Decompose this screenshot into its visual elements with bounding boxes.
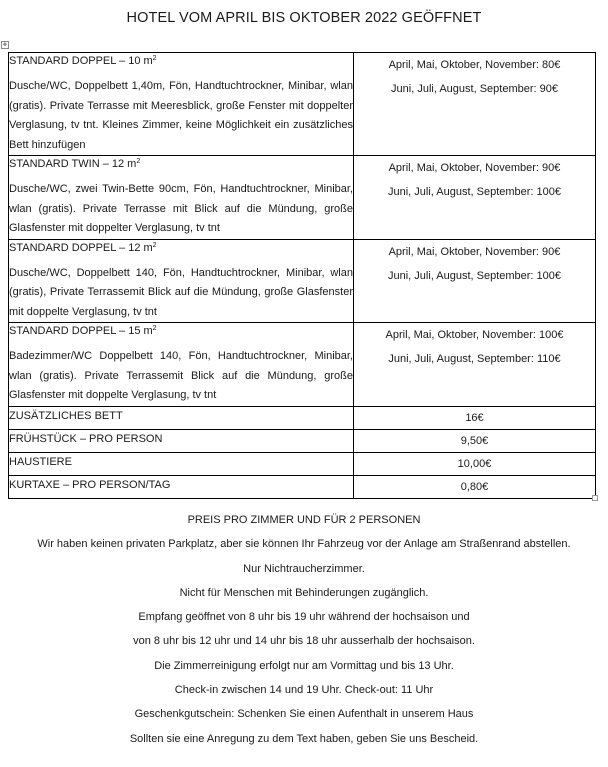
table-row: [9, 406, 596, 429]
room-description: Dusche/WC, Doppelbett 140, Fön, Handtuchtrockner, Minibar, wlan (gratis), Private Terrassemit Blick auf die Mündung, große Glasfenster mit doppelte Verglasung, tv tnt: [9, 266, 353, 318]
price-high-season: Juni, Juli, August, September: 110€: [388, 353, 561, 365]
note-line: Die Zimmerreinigung erfolgt nur am Vormittag und bis 13 Uhr.: [154, 659, 454, 672]
price-high-season: Juni, Juli, August, September: 100€: [387, 186, 562, 198]
table-row: [9, 452, 596, 475]
room-price-cell: [354, 239, 596, 323]
room-price-cell: [354, 53, 596, 156]
extra-price: 9,50€: [354, 429, 596, 452]
note-line: Wir haben keinen privaten Parkplatz, aber sie können Ihr Fahrzeug vor der Anlage am Straßenrand abstellen.: [37, 538, 571, 551]
extra-label: HAUSTIERE: [9, 452, 354, 475]
note-line: Nur Nichtraucherzimmer.: [243, 562, 365, 575]
extra-label: ZUSÄTZLICHES BETT: [9, 406, 354, 429]
note-line: PREIS PRO ZIMMER UND FÜR 2 PERSONEN: [187, 514, 421, 526]
note-line: Nicht für Menschen mit Behinderungen zugänglich.: [179, 586, 429, 599]
note-line: Check-in zwischen 14 und 19 Uhr. Check-out: 11 Uhr: [174, 684, 434, 697]
room-description: Badezimmer/WC Doppelbett 140, Fön, Handtuchtrockner, Minibar, wlan (gratis). Private Terrassemit Blick auf die Mündung, große Glasfenster mit doppelte Verglasung, tv tnt: [9, 350, 353, 401]
note-line: von 8 uhr bis 12 uhr und 14 uhr bis 18 uhr ausserhalb der hochsaison.: [133, 635, 475, 648]
notes-block: [0, 508, 608, 751]
room-name: STANDARD TWIN – 12 $m^2$: [9, 158, 141, 170]
room-name: STANDARD DOPPEL – 15 $m^2$: [9, 325, 157, 337]
document-title: HOTEL VOM APRIL BIS OKTOBER 2022 GEÖFFNET: [126, 10, 482, 26]
table-row: [9, 53, 596, 156]
note-line: Sollten sie eine Anregung zu dem Text haben, geben Sie uns Bescheid.: [129, 732, 479, 745]
room-price-cell: [354, 156, 596, 240]
note-line: Empfang geöffnet von 8 uhr bis 19 uhr während der hochsaison und: [138, 611, 470, 624]
price-high-season: Juni, Juli, August, September: 90€: [391, 83, 558, 95]
extra-label: FRÜHSTÜCK – PRO PERSON: [9, 429, 354, 452]
room-description-cell: [9, 53, 354, 156]
extra-price: 10,00€: [354, 452, 596, 475]
table-row: [9, 475, 596, 498]
price-low-season: April, Mai, Oktober, November: 100€: [385, 329, 564, 341]
extra-label: KURTAXE – PRO PERSON/TAG: [9, 475, 354, 498]
price-high-season: Juni, Juli, August, September: 100€: [387, 269, 562, 282]
room-price-cell: [354, 323, 596, 407]
table-resize-handle[interactable]: [592, 495, 598, 501]
room-description: Dusche/WC, zwei Twin-Bette 90cm, Fön, Handtuchtrockner, Minibar, wlan (gratis). Private Terrasse mit Blick auf die Mündung, große Glasfenster mit doppelter Verglasung, tv tnt: [9, 183, 353, 234]
price-low-season: April, Mai, Oktober, November: 90€: [388, 245, 561, 258]
price-low-season: April, Mai, Oktober, November: 80€: [388, 59, 561, 71]
table-row: [9, 239, 596, 323]
room-description-cell: [9, 156, 354, 240]
table-row: [9, 156, 596, 240]
extra-price: 16€: [354, 406, 596, 429]
table-row: [9, 323, 596, 407]
price-table: [8, 52, 596, 499]
price-low-season: April, Mai, Oktober, November: 90€: [388, 162, 561, 174]
table-row: [9, 429, 596, 452]
room-description-cell: [9, 239, 354, 323]
room-name: STANDARD DOPPEL – 12 $m^2$: [9, 241, 157, 254]
note-line: Geschenkgutschein: Schenken Sie einen Aufenthalt in unserem Haus: [134, 708, 474, 721]
room-description-cell: [9, 323, 354, 407]
table-anchor-icon[interactable]: ✥: [2, 42, 8, 48]
room-name: STANDARD DOPPEL – 10 $m^2$: [9, 55, 157, 67]
room-description: Dusche/WC, Doppelbett 1,40m, Fön, Handtuchtrockner, Minibar, wlan (gratis). Private Terrasse mit Meeresblick, große Fenster mit doppelter Verglasung, tv tnt. Kleines Zimmer, keine Möglichkeit ein zusätzliches Bett hinzufügen: [9, 80, 353, 151]
extra-price: 0,80€: [354, 475, 596, 498]
